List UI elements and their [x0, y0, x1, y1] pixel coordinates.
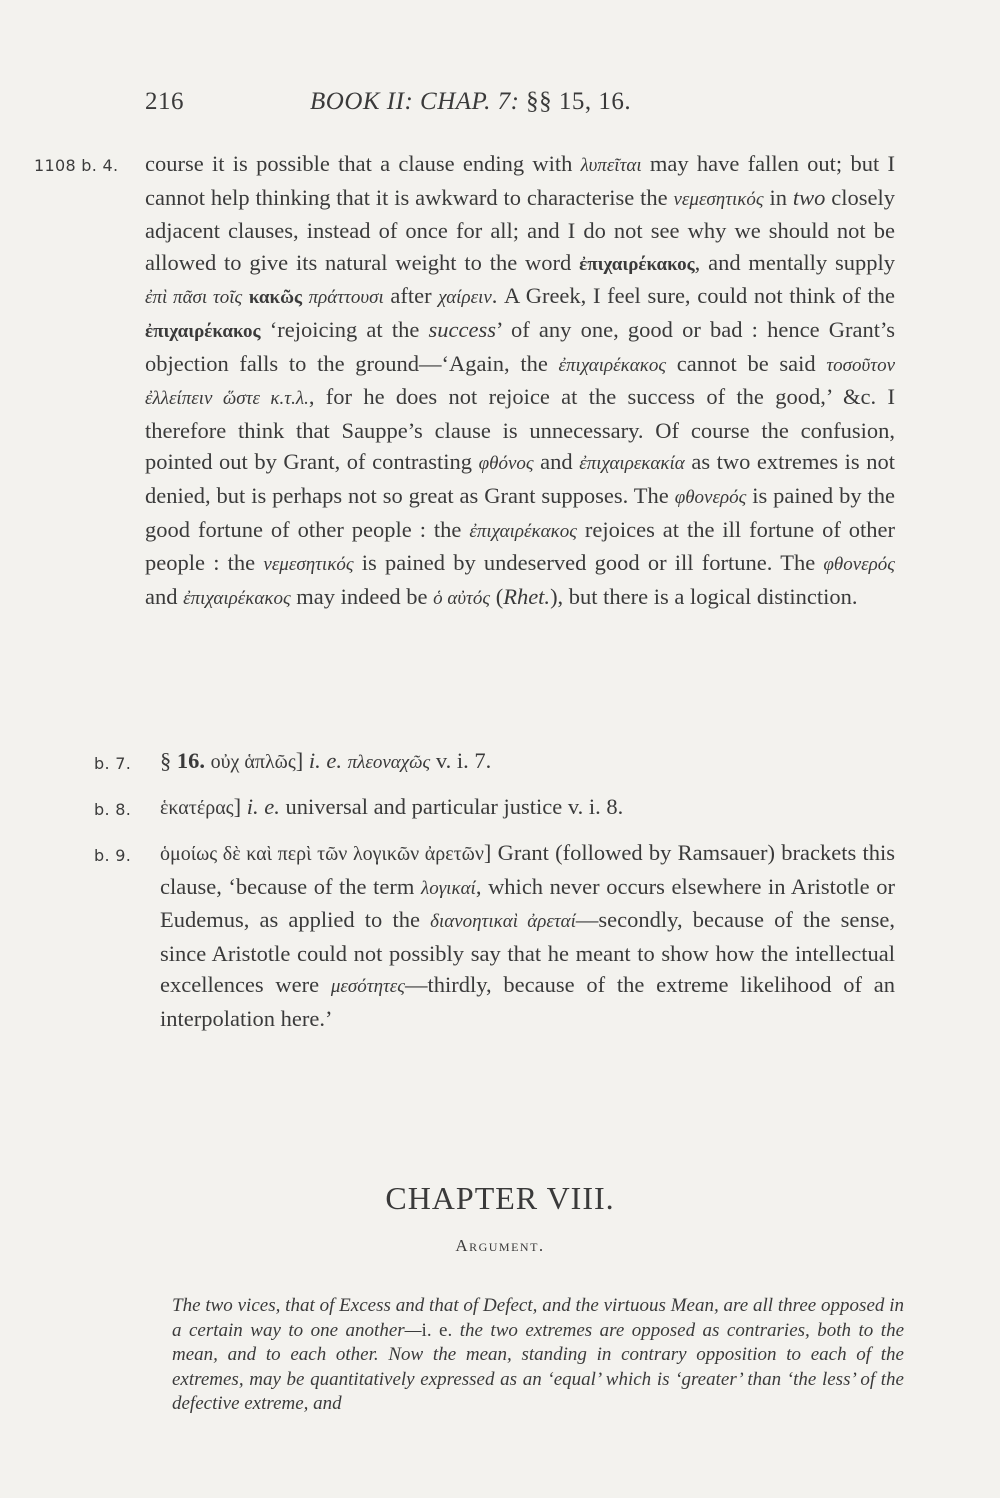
commentary-entry: [160, 745, 895, 779]
running-head-title: [310, 88, 631, 116]
running-head-book-chapter: BOOK II: CHAP. 7:: [310, 88, 520, 115]
argument-heading: Argument.: [455, 1236, 545, 1255]
line-reference: b. 8.: [94, 800, 132, 819]
commentary-entry: [160, 791, 895, 825]
argument-text: The two vices, that of Excess and that of Defect, and the virtuous Mean, are all three opposed in a certain way to one another—i. e. the two extremes are opposed as contraries, both to the mean, and to each other. Now the mean, standing in contrary opposition to each of the extremes, may be quantitatively expressed as an ‘equal’ which is ‘greater’ than ‘the less’ of the defective extreme, and: [172, 1295, 905, 1414]
entry-text: § 16. οὐχ ἁπλῶς] i. e. πλεοναχῶς v. i. 7.: [160, 748, 492, 773]
entry-text: ὁμοίως δὲ καὶ περὶ τῶν λογικῶν ἀρετῶν] Grant (followed by Ramsauer) brackets this clause, ‘because of the term λογικαί, which never occurs elsewhere in Aristotle or Eudemus, as applied to the διανοητικαὶ ἀρεταί—secondly, because of the sense, since Aristotle could not possibly say that he meant to show how the intellectual excellences were μεσότητες—thirdly, because of the extreme likelihood of an interpolation here.’: [160, 840, 895, 1031]
commentary-entry: [145, 148, 895, 614]
line-reference: b. 7.: [94, 754, 132, 773]
chapter-heading: CHAPTER VIII.: [385, 1180, 615, 1216]
line-reference: 1108 b. 4.: [34, 156, 119, 175]
line-reference: b. 9.: [94, 846, 132, 865]
running-head-sections: §§ 15, 16.: [526, 88, 632, 115]
page-number: 216: [145, 88, 184, 115]
entry-text: course it is possible that a clause ending with λυπεῖται may have fallen out; but I cannot help thinking that it is awkward to characterise the νεμεσητικός in two closely adjacent clauses, instead of once for all; and I do not see why we should not be allowed to give its natural weight to the word ἐπιχαιρέκακος, and mentally supply ἐπὶ πᾶσι τοῖς κακῶς πράττουσι after χαίρειν. A Greek, I feel sure, could not think of the ἐπιχαιρέκακος ‘rejoicing at the success’ of any one, good or bad : hence Grant’s objection falls to the ground—‘Again, the ἐπιχαιρέκακος cannot be said τοσοῦτον ἐλλείπειν ὥστε κ.τ.λ., for he does not rejoice at the success of the good,’ &c. I therefore think that Sauppe’s clause is unnecessary. Of course the confusion, pointed out by Grant, of contrasting φθόνος and ἐπιχαιρεκακία as two extremes is not denied, but is perhaps not so great as Grant supposes. The φθονερός is pained by the good fortune of other people : the ἐπιχαιρέκακος rejoices at the ill fortune of other people : the νεμεσητικός is pained by undeserved good or ill fortune. The φθονερός and ἐπιχαιρέκακος may indeed be ὁ αὐτός (Rhet.), but there is a logical distinction.: [145, 151, 896, 609]
entry-text: ἑκατέρας] i. e. universal and particular justice v. i. 8.: [160, 794, 624, 819]
commentary-entry: [160, 837, 895, 1035]
